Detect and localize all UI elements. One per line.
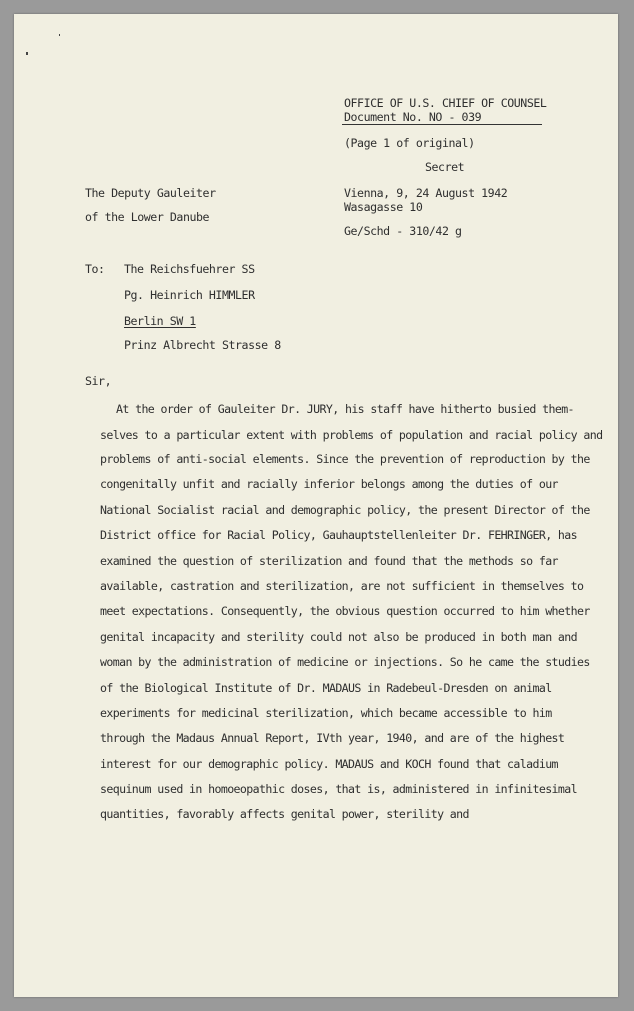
body-line: quantities, favorably affects genital power, sterility and [100, 807, 469, 821]
ink-speck [59, 34, 60, 36]
classification: Secret [425, 160, 465, 174]
body-line: National Socialist racial and demographic policy, the present Director of the [100, 503, 590, 517]
body-line: interest for our demographic policy. MADAUS and KOCH found that caladium [100, 757, 558, 771]
sender-line-1: The Deputy Gauleiter [85, 186, 216, 200]
body-line: At the order of Gauleiter Dr. JURY, his staff have hitherto busied them- [116, 402, 574, 416]
body-line: congenitally unfit and racially inferior belongs among the duties of our [100, 477, 558, 491]
body-line: of the Biological Institute of Dr. MADAUS in Radebeul-Dresden on animal [100, 681, 552, 695]
body-line: problems of anti-social elements. Since the prevention of reproduction by the [100, 452, 590, 466]
recipient-line-4: Prinz Albrecht Strasse 8 [124, 338, 281, 352]
recipient-line-2: Pg. Heinrich HIMMLER [124, 288, 255, 302]
body-line: sequinum used in homoeopathic doses, that is, administered in infinitesimal [100, 782, 578, 796]
body-line: available, castration and sterilization, are not sufficient in themselves to [100, 579, 584, 593]
body-line: genital incapacity and sterility could not also be produced in both man and [100, 630, 578, 644]
reference-number: Ge/Schd - 310/42 g [344, 224, 462, 238]
body-line: experiments for medicinal sterilization, which became accessible to him [100, 706, 552, 720]
body-line: meet expectations. Consequently, the obvious question occurred to him whether [100, 604, 590, 618]
to-label: To: [85, 262, 105, 276]
body-line: examined the question of sterilization and found that the methods so far [100, 554, 558, 568]
place-date: Vienna, 9, 24 August 1942 [344, 186, 508, 200]
street-address: Wasagasse 10 [344, 200, 423, 214]
salutation: Sir, [85, 374, 112, 388]
office-line: OFFICE OF U.S. CHIEF OF COUNSEL [344, 96, 547, 110]
header-rule [342, 124, 542, 125]
body-line: through the Madaus Annual Report, IVth year, 1940, and are of the highest [100, 731, 565, 745]
document-page [14, 14, 618, 997]
body-line: District office for Racial Policy, Gauhauptstellenleiter Dr. FEHRINGER, has [100, 528, 578, 542]
page-note: (Page 1 of original) [344, 136, 475, 150]
recipient-line-1: The Reichsfuehrer SS [124, 262, 255, 276]
sender-line-2: of the Lower Danube [85, 210, 210, 224]
body-line: selves to a particular extent with problems of population and racial policy and [100, 428, 603, 442]
recipient-line-3: Berlin SW 1 [124, 314, 196, 328]
ink-speck [26, 52, 28, 55]
document-number: Document No. NO - 039 [344, 110, 482, 124]
body-line: woman by the administration of medicine or injections. So he came the studies [100, 655, 590, 669]
